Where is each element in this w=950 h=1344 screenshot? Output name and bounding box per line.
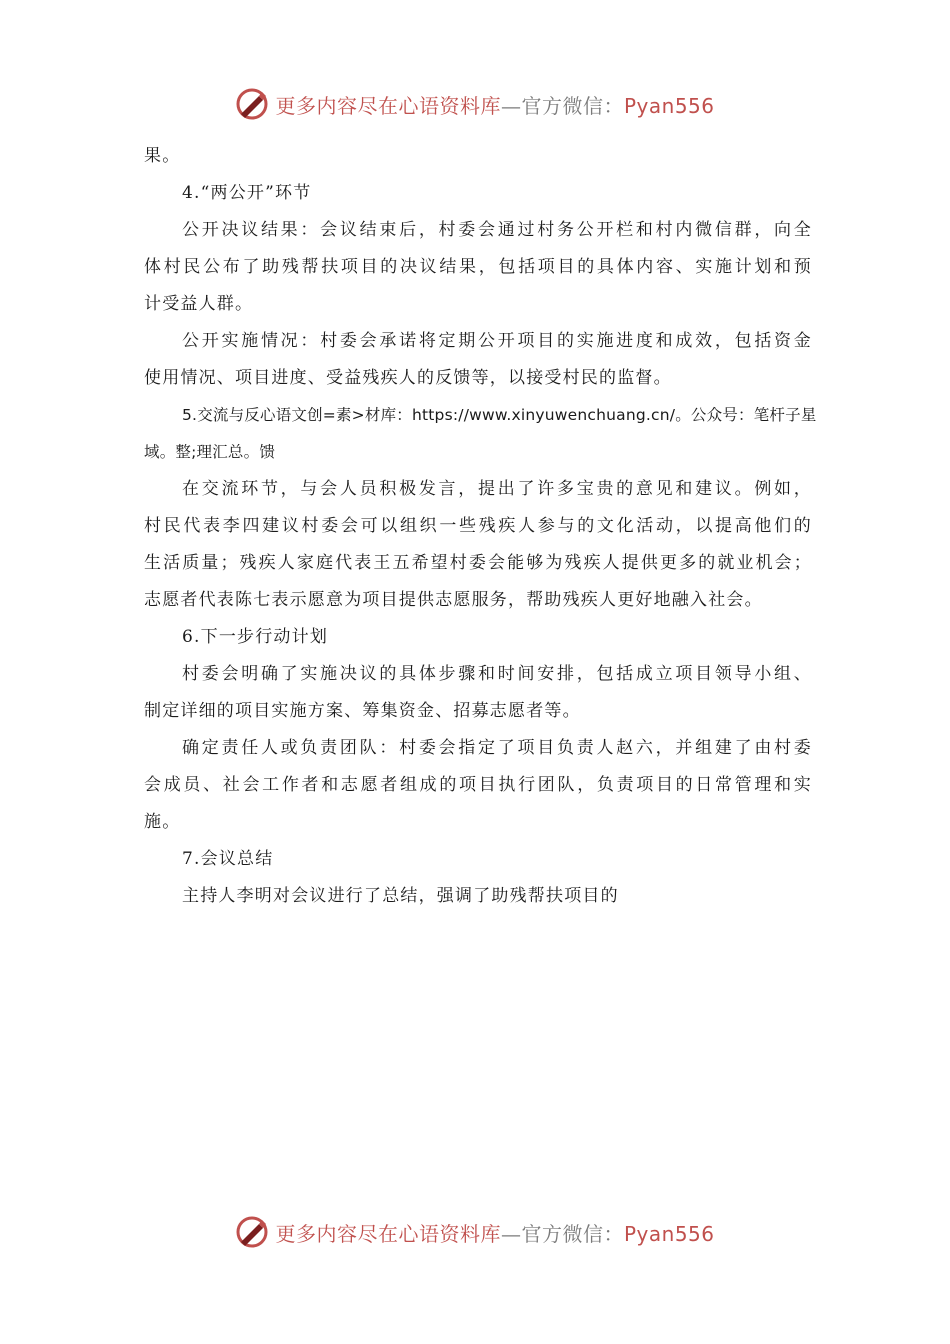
- section-heading: 4.“两公开”环节: [182, 183, 312, 203]
- body-line: 主持人李明对会议进行了总结，强调了助残帮扶项目的: [182, 886, 619, 906]
- pen-logo-icon: [235, 1215, 269, 1249]
- footer-banner-main: 更多内容尽在心语资料库: [275, 1221, 501, 1246]
- section-heading: 7.会议总结: [182, 849, 274, 869]
- body-line: 会成员、社会工作者和志愿者组成的项目执行团队，负责项目的日常管理和实: [144, 775, 812, 795]
- body-line: 体村民公布了助残帮扶项目的决议结果，包括项目的具体内容、实施计划和预: [144, 257, 812, 277]
- body-line: 施。: [144, 812, 181, 832]
- section-heading: 6.下一步行动计划: [182, 627, 329, 647]
- body-line: 生活质量；残疾人家庭代表王五希望村委会能够为残疾人提供更多的就业机会；: [144, 553, 812, 573]
- body-line: 村委会明确了实施决议的具体步骤和时间安排，包括成立项目领导小组、: [182, 664, 812, 684]
- body-line: 域。整;理汇总。馈: [144, 443, 276, 461]
- footer-banner-text: [275, 1218, 714, 1247]
- body-line: 公开决议结果：会议结束后，村委会通过村务公开栏和村内微信群，向全: [182, 220, 812, 240]
- header-banner: [0, 84, 950, 124]
- body-line: 使用情况、项目进度、受益残疾人的反馈等，以接受村民的监督。: [144, 368, 672, 388]
- footer-banner-sep: —: [500, 1221, 522, 1246]
- header-banner-wechat: 官方微信：: [521, 93, 624, 118]
- body-line: 确定责任人或负责团队：村委会指定了项目负责人赵六，并组建了由村委: [182, 738, 812, 758]
- footer-banner: [0, 1212, 950, 1252]
- footer-banner-id: Pyan556: [623, 1221, 715, 1246]
- header-banner-main: 更多内容尽在心语资料库: [275, 93, 501, 118]
- section-heading: 5.交流与反心语文创=素>材库：https://www.xinyuwenchuang.cn/。公众号：笔杆子星: [182, 406, 817, 424]
- pen-logo-icon: [235, 87, 269, 121]
- header-banner-sep: —: [500, 93, 522, 118]
- header-banner-id: Pyan556: [623, 93, 715, 118]
- body-line: 公开实施情况：村委会承诺将定期公开项目的实施进度和成效，包括资金: [182, 331, 812, 351]
- body-line: 计受益人群。: [144, 294, 254, 314]
- body-line: 制定详细的项目实施方案、筹集资金、招募志愿者等。: [144, 701, 581, 721]
- body-line: 志愿者代表陈七表示愿意为项目提供志愿服务，帮助残疾人更好地融入社会。: [144, 590, 763, 610]
- document-body: [144, 138, 817, 915]
- body-line: 在交流环节，与会人员积极发言，提出了许多宝贵的意见和建议。例如，: [182, 479, 812, 499]
- header-banner-text: [275, 90, 714, 119]
- body-line: 村民代表李四建议村委会可以组织一些残疾人参与的文化活动，以提高他们的: [144, 516, 812, 536]
- body-line: 果。: [144, 146, 181, 166]
- footer-banner-wechat: 官方微信：: [521, 1221, 624, 1246]
